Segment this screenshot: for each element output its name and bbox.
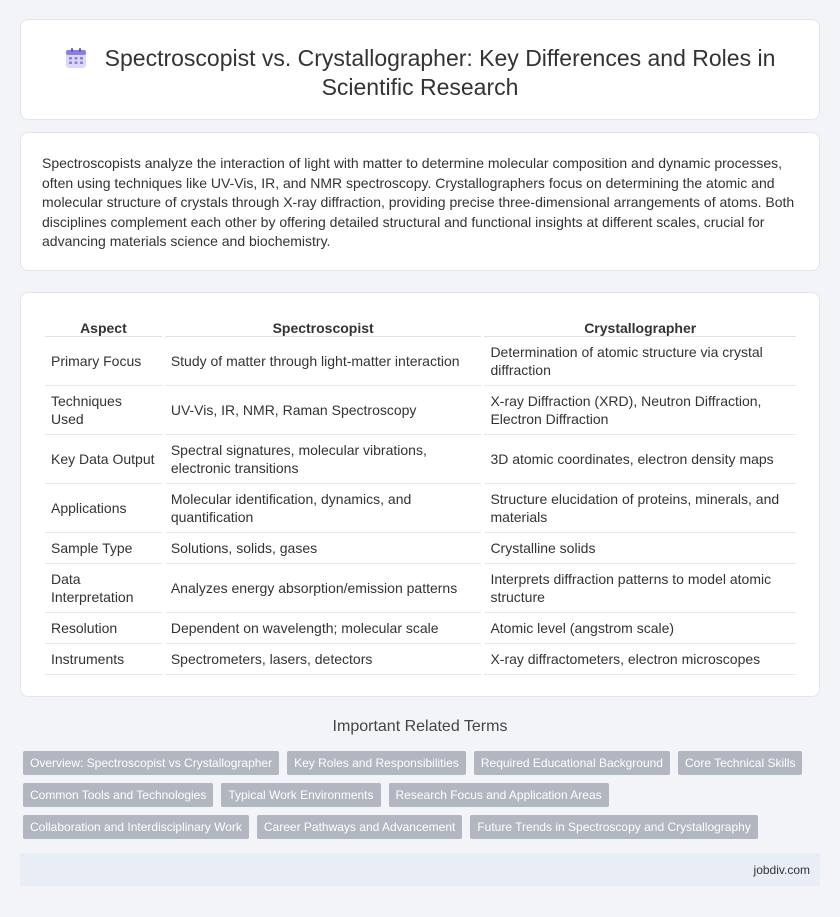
calendar-icon — [65, 47, 87, 69]
table-row — [45, 644, 796, 675]
cell-crystallographer: X-ray Diffraction (XRD), Neutron Diffraction, Electron Diffraction — [484, 386, 796, 435]
tag-link[interactable]: Core Technical Skills — [678, 751, 803, 775]
tag-link[interactable]: Research Focus and Application Areas — [389, 783, 609, 807]
cell-crystallographer: Structure elucidation of proteins, minerals, and materials — [484, 484, 796, 533]
cell-crystallographer: Interprets diffraction patterns to model atomic structure — [484, 564, 796, 613]
comparison-table — [42, 312, 799, 675]
header-crystallographer: Crystallographer — [484, 312, 796, 337]
tag-link[interactable]: Career Pathways and Advancement — [257, 815, 462, 839]
cell-spectroscopist: Molecular identification, dynamics, and quantification — [165, 484, 482, 533]
tag-link[interactable]: Collaboration and Interdisciplinary Work — [23, 815, 249, 839]
footer — [20, 853, 820, 886]
cell-aspect: Key Data Output — [45, 435, 162, 484]
cell-crystallographer: 3D atomic coordinates, electron density maps — [484, 435, 796, 484]
cell-spectroscopist: Spectrometers, lasers, detectors — [165, 644, 482, 675]
cell-crystallographer: X-ray diffractometers, electron microscopes — [484, 644, 796, 675]
tag-row — [23, 783, 813, 807]
cell-crystallographer: Atomic level (angstrom scale) — [484, 613, 796, 644]
cell-aspect: Techniques Used — [45, 386, 162, 435]
cell-crystallographer: Determination of atomic structure via crystal diffraction — [484, 337, 796, 386]
tag-link[interactable]: Required Educational Background — [474, 751, 670, 775]
table-row — [45, 435, 796, 484]
cell-spectroscopist: Study of matter through light-matter interaction — [165, 337, 482, 386]
tag-row — [23, 815, 813, 839]
related-terms-title: Important Related Terms — [332, 718, 508, 735]
cell-spectroscopist: UV-Vis, IR, NMR, Raman Spectroscopy — [165, 386, 482, 435]
tag-link[interactable]: Overview: Spectroscopist vs Crystallographer — [23, 751, 279, 775]
table-row — [45, 533, 796, 564]
table-row — [45, 386, 796, 435]
tag-link[interactable]: Common Tools and Technologies — [23, 783, 213, 807]
table-header-row — [45, 312, 796, 337]
cell-aspect: Primary Focus — [45, 337, 162, 386]
header-card — [20, 19, 820, 120]
table-row — [45, 484, 796, 533]
footer-site[interactable]: jobdiv.com — [753, 863, 810, 877]
comparison-table-card — [20, 292, 820, 697]
cell-aspect: Sample Type — [45, 533, 162, 564]
cell-spectroscopist: Solutions, solids, gases — [165, 533, 482, 564]
tag-link[interactable]: Key Roles and Responsibilities — [287, 751, 466, 775]
cell-aspect: Applications — [45, 484, 162, 533]
table-row — [45, 564, 796, 613]
table-row — [45, 613, 796, 644]
cell-spectroscopist: Analyzes energy absorption/emission patterns — [165, 564, 482, 613]
intro-paragraph: Spectroscopists analyze the interaction of light with matter to determine molecular composition and dynamic processes, often using techniques like UV-Vis, IR, and NMR spectroscopy. Crystallographers focus on determining the atomic and molecular structure of crystals through X-ray diffraction, providing precise three-dimensional arrangements of atoms. Both disciplines complement each other by offering detailed structural and functional insights at different scales, crucial for advancing materials science and biochemistry. — [42, 155, 795, 250]
page-title: Spectroscopist vs. Crystallographer: Key Differences and Roles in Scientific Research — [104, 45, 776, 100]
cell-aspect: Data Interpretation — [45, 564, 162, 613]
related-terms-tags — [23, 751, 813, 847]
header-spectroscopist: Spectroscopist — [165, 312, 482, 337]
tag-row — [23, 751, 813, 775]
cell-spectroscopist: Dependent on wavelength; molecular scale — [165, 613, 482, 644]
cell-aspect: Instruments — [45, 644, 162, 675]
cell-crystallographer: Crystalline solids — [484, 533, 796, 564]
tag-link[interactable]: Future Trends in Spectroscopy and Crystallography — [470, 815, 757, 839]
cell-aspect: Resolution — [45, 613, 162, 644]
header-aspect: Aspect — [45, 312, 162, 337]
table-row — [45, 337, 796, 386]
cell-spectroscopist: Spectral signatures, molecular vibrations, electronic transitions — [165, 435, 482, 484]
intro-card — [20, 132, 820, 271]
tag-link[interactable]: Typical Work Environments — [221, 783, 380, 807]
page-title-wrap — [61, 44, 779, 102]
